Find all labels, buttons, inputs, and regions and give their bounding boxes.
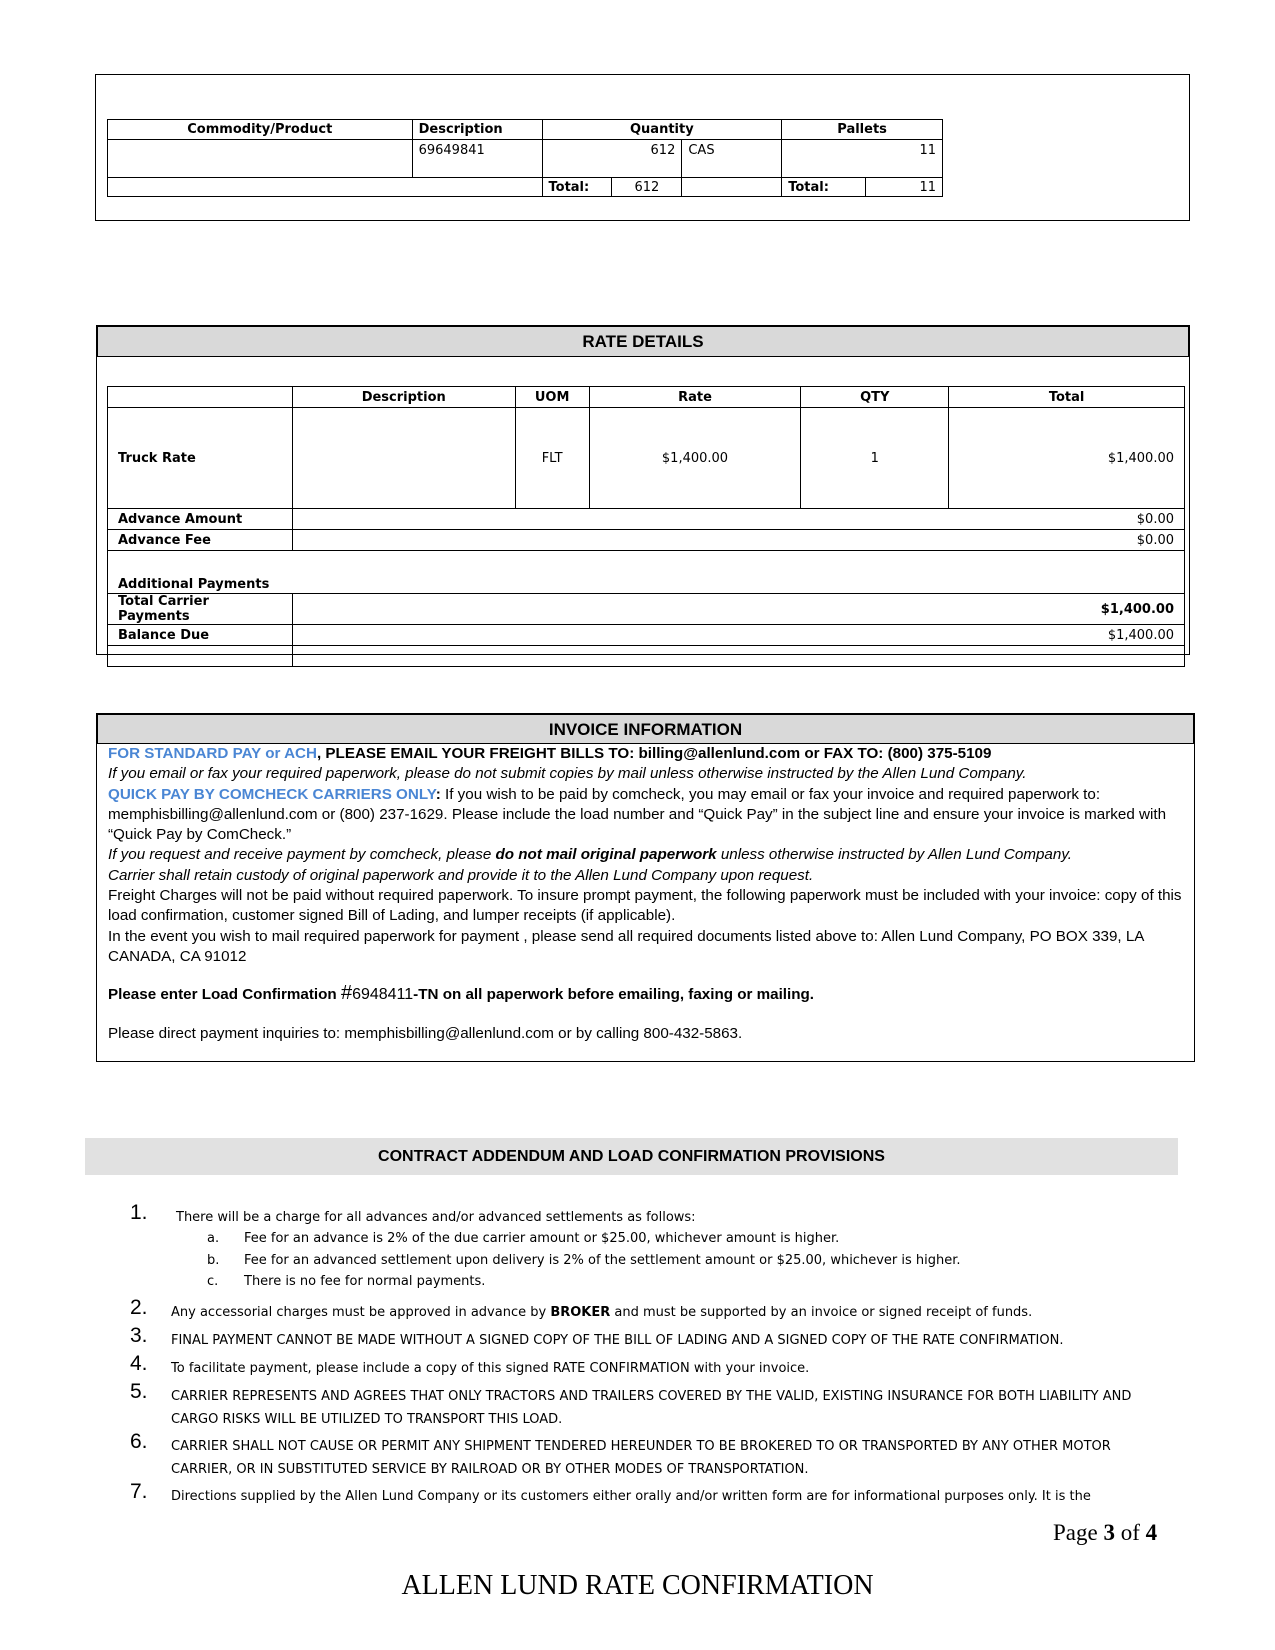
pallets-total-value: 11 (866, 178, 943, 197)
freight-charges-note: Freight Charges will not be paid without required paperwork. To insure prompt payment, the following paperwork must be included with your invoice: copy of this load confirmation, customer signed Bill of Lading, and lumper receipts (if applicable). (108, 887, 1182, 925)
provision-7-number: 7. (130, 1480, 148, 1503)
standard-pay-line (108, 744, 1184, 764)
provision-1a-text: Fee for an advance is 2% of the due carrier amount or $25.00, whichever amount is higher. (244, 1231, 840, 1246)
provision-1c-letter: c. (207, 1274, 219, 1289)
col-description: Description (412, 120, 542, 140)
truck-rate-uom: FLT (515, 408, 589, 509)
standard-pay-heading: FOR STANDARD PAY or ACH (108, 745, 317, 762)
truck-rate-rate: $1,400.00 (589, 408, 801, 509)
provision-7-text: Directions supplied by the Allen Lund Company or its customers either orally and/or written form are for informational purposes only. It is the (171, 1489, 1091, 1504)
commodity-total-row (108, 178, 943, 197)
quick-pay-heading: QUICK PAY BY COMCHECK CARRIERS ONLY (108, 785, 436, 803)
rate-col-rate: Rate (589, 387, 801, 408)
quick-pay-colon: : (435, 785, 441, 803)
provision-6-line1: CARRIER SHALL NOT CAUSE OR PERMIT ANY SHIPMENT TENDERED HEREUNDER TO BE BROKERED TO OR TRANSPORTED BY ANY OTHER MOTOR (171, 1439, 1111, 1454)
provision-2-number: 2. (130, 1296, 148, 1319)
provision-5-line2: CARGO RISKS WILL BE UTILIZED TO TRANSPORT THIS LOAD. (171, 1412, 563, 1427)
rate-details-title: RATE DETAILS (97, 326, 1189, 357)
advance-amount-value: $0.00 (292, 509, 1184, 530)
page-prefix: Page (1053, 1520, 1104, 1545)
comcheck-note-bold: do not mail original paperwork (495, 846, 717, 864)
provision-4-number: 4. (130, 1352, 148, 1375)
comcheck-note-b: unless otherwise instructed by Allen Lund Company. (716, 846, 1073, 864)
qty-total-label: Total: (542, 178, 612, 197)
provision-2-text-b: and must be supported by an invoice or signed receipt of funds. (610, 1305, 1033, 1320)
quick-pay-paragraph (108, 785, 1184, 846)
commodity-table (107, 119, 943, 197)
page-total: 4 (1145, 1520, 1158, 1545)
provision-2-text (171, 1301, 1131, 1324)
advance-amount-label: Advance Amount (108, 509, 293, 530)
additional-payments-label: Additional Payments (108, 551, 1185, 594)
col-commodity: Commodity/Product (108, 120, 413, 140)
truck-rate-total: $1,400.00 (949, 408, 1185, 509)
provision-4-text: To facilitate payment, please include a copy of this signed RATE CONFIRMATION with your invoice. (171, 1361, 810, 1376)
commodity-cell (108, 140, 413, 178)
advance-fee-label: Advance Fee (108, 530, 293, 551)
load-confirmation-text-a: Please enter Load Confirmation (108, 986, 341, 1004)
page-number (1053, 1520, 1157, 1546)
mail-address-note: In the event you wish to mail required paperwork for payment , please send all required documents listed above to: Allen Lund Company, PO BOX 339, LA CANADA, CA 91012 (108, 927, 1144, 965)
provision-3-text: FINAL PAYMENT CANNOT BE MADE WITHOUT A SIGNED COPY OF THE BILL OF LADING AND A SIGNED COPY OF THE RATE CONFIRMATION. (171, 1333, 1064, 1348)
rate-col-total: Total (949, 387, 1185, 408)
col-quantity: Quantity (542, 120, 782, 140)
provision-1a-letter: a. (207, 1231, 220, 1246)
advance-fee-value: $0.00 (292, 530, 1184, 551)
commodity-header-row (108, 120, 943, 140)
load-confirmation-note (108, 983, 1184, 1005)
total-spacer (108, 178, 543, 197)
rate-header-blank (108, 387, 293, 408)
provision-1b-text: Fee for an advanced settlement upon delivery is 2% of the settlement amount or $25.00, whichever is higher. (244, 1253, 961, 1268)
total-carrier-payments-label: Total Carrier Payments (108, 594, 293, 625)
quick-pay-text: If you wish to be paid by comcheck, you may email or fax your invoice and required paperwork to: memphisbilling@allenlund.com or (800) 237-1629. Please include the load number and “Quick Pay” in the subject line and ensure your invoice is marked with “Quick Pay by ComCheck.” (108, 785, 1167, 844)
provision-1-text: There will be a charge for all advances and/or advanced settlements as follows: (176, 1210, 696, 1225)
col-pallets: Pallets (782, 120, 943, 140)
description-cell: 69649841 (412, 140, 542, 178)
provision-6-number: 6. (130, 1430, 148, 1453)
standard-pay-text: , PLEASE EMAIL YOUR FREIGHT BILLS TO: billing@allenlund.com or FAX TO: (800) 375-5109 (316, 745, 992, 762)
balance-due-value: $1,400.00 (292, 625, 1184, 646)
rate-empty-row (108, 646, 1185, 667)
advance-amount-row (108, 509, 1185, 530)
provision-3-number: 3. (130, 1324, 148, 1347)
page-current: 3 (1103, 1520, 1115, 1545)
rate-col-uom: UOM (515, 387, 589, 408)
truck-rate-label: Truck Rate (108, 408, 293, 509)
comcheck-note (108, 845, 1184, 865)
balance-due-label: Balance Due (108, 625, 293, 646)
advance-fee-row (108, 530, 1185, 551)
qty-total-blank (682, 178, 782, 197)
provision-1b-letter: b. (207, 1253, 220, 1268)
rate-empty-cell-a (108, 646, 293, 667)
document-footer-title: ALLEN LUND RATE CONFIRMATION (401, 1570, 874, 1601)
payment-inquiries-note: Please direct payment inquiries to: memphisbilling@allenlund.com or by calling 800-432-5863. (108, 1024, 743, 1042)
invoice-body (108, 744, 1184, 1044)
balance-due-row (108, 625, 1185, 646)
unit-cell: CAS (682, 140, 782, 178)
load-confirmation-hash: # (340, 982, 353, 1005)
quantity-cell: 612 (542, 140, 682, 178)
provision-1-number: 1. (130, 1201, 148, 1224)
commodity-row (108, 140, 943, 178)
rate-col-qty: QTY (801, 387, 949, 408)
total-carrier-payments-row (108, 594, 1185, 625)
rate-empty-cell-b (292, 646, 1184, 667)
custody-note: Carrier shall retain custody of original paperwork and provide it to the Allen Lund Company upon request. (108, 866, 814, 884)
provision-6-line2: CARRIER, OR IN SUBSTITUTED SERVICE BY RAILROAD OR BY OTHER MODES OF TRANSPORTATION. (171, 1462, 809, 1477)
provision-2-text-a: Any accessorial charges must be approved in advance by (171, 1305, 551, 1320)
total-carrier-payments-value: $1,400.00 (292, 594, 1184, 625)
truck-rate-description (292, 408, 515, 509)
qty-total-value: 612 (612, 178, 682, 197)
load-confirmation-number: 6948411 (352, 986, 414, 1004)
page-of: of (1114, 1520, 1146, 1545)
provision-5-number: 5. (130, 1380, 148, 1403)
additional-payments-row (108, 551, 1185, 594)
provision-2-broker: BROKER (550, 1305, 611, 1320)
provision-5-line1: CARRIER REPRESENTS AND AGREES THAT ONLY TRACTORS AND TRAILERS COVERED BY THE VALID, EXISTING INSURANCE FOR BOTH LIABILITY AND (171, 1389, 1132, 1404)
email-fax-note: If you email or fax your required paperwork, please do not submit copies by mail unless otherwise instructed by the Allen Lund Company. (108, 765, 1027, 783)
contract-title: CONTRACT ADDENDUM AND LOAD CONFIRMATION PROVISIONS (85, 1138, 1178, 1175)
rate-table (107, 386, 1185, 667)
comcheck-note-a: If you request and receive payment by comcheck, please (108, 846, 496, 864)
pallets-total-label: Total: (782, 178, 866, 197)
invoice-title: INVOICE INFORMATION (97, 714, 1194, 744)
rate-header-row (108, 387, 1185, 408)
truck-rate-qty: 1 (801, 408, 949, 509)
rate-col-description: Description (292, 387, 515, 408)
provision-1c-text: There is no fee for normal payments. (244, 1274, 486, 1289)
truck-rate-row (108, 408, 1185, 509)
pallets-cell: 11 (782, 140, 943, 178)
load-confirmation-text-b: -TN on all paperwork before emailing, faxing or mailing. (413, 986, 815, 1004)
